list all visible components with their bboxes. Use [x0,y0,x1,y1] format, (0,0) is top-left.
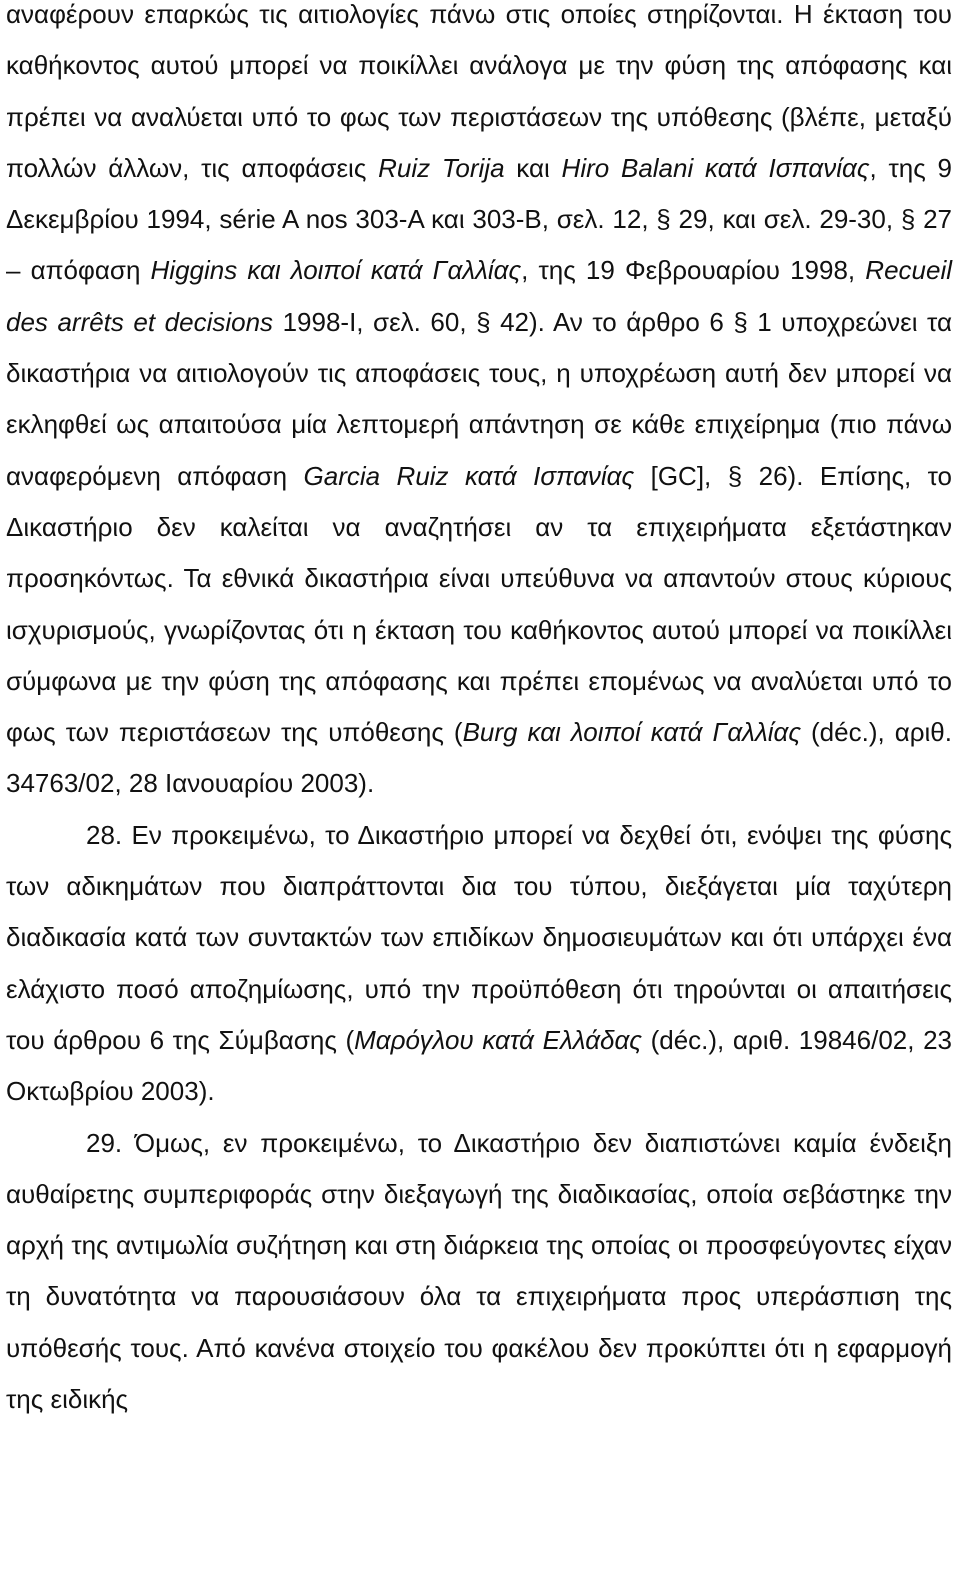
case-name: Ruiz Torija [378,152,505,183]
text-run: (déc.), αριθ. 34763/02, 28 Ιανουαρίου 2003). [6,717,952,799]
text-run: , της 19 Φεβρουαρίου 1998, [521,255,866,286]
text-run: 29. Όμως, εν προκειμένω, το Δικαστήριο δεν διαπιστώνει καμία ένδειξη αυθαίρετης συμπεριφοράς στην διεξαγωγή της διαδικασίας, οποία σεβάστηκε την αρχή της αντιμωλία συζήτηση και στη διάρκεια της οποίας οι προσφεύγοντες είχαν τη δυνατότητα να παρουσιάσουν όλα τα επιχειρήματα προς υπεράσπιση της υπόθεσής τους. Από κανένα στοιχείο του φακέλου δεν προκύπτει ότι η εφαρμογή της ειδικής [6,1127,952,1415]
publication-name: Recueil des arrêts et decisions [6,255,953,337]
case-name: Hiro Balani κατά Ισπανίας [561,152,870,183]
text-run: , της 9 Δεκεμβρίου 1994, série A nos 303-A και 303-B, σελ. 12, § 29, και σελ. 29-30, § 27 – απόφαση [6,152,952,286]
text-run: αναφέρουν επαρκώς τις αιτιολογίες πάνω στις οποίες στηρίζονται. Η έκταση του καθήκοντος αυτού μπορεί να ποικίλλει ανάλογα με την φύση της απόφασης και πρέπει να αναλύεται υπό το φως των περιστάσεων της υπόθεσης (βλέπε, μεταξύ πολλών άλλων, τις αποφάσεις [6,0,952,183]
case-name: Garcia Ruiz κατά Ισπανίας [303,460,635,491]
paragraph-29 [6,1118,952,1426]
text-run: [GC], § 26). Επίσης, το Δικαστήριο δεν καλείται να αναζητήσει αν τα επιχειρήματα εξετάστηκαν προσηκόντως. Τα εθνικά δικαστήρια είναι υπεύθυνα να απαντούν στους κύριους ισχυρισμούς, γνωρίζοντας ότι η έκταση του καθήκοντος αυτού μπορεί να ποικίλλει σύμφωνα με την φύση της απόφασης και πρέπει επομένως να αναλύεται υπό το φως των περιστάσεων της υπόθεσης ( [6,460,952,748]
text-run: (déc.), αριθ. 19846/02, 23 Οκτωβρίου 2003). [6,1024,953,1107]
case-name: Higgins και λοιποί κατά Γαλλίας [150,255,522,286]
text-run: 28. Εν προκειμένω, το Δικαστήριο μπορεί να δεχθεί ότι, ενόψει της φύσης των αδικημάτων που διαπράττονται δια του τύπου, διεξάγεται μία ταχύτερη διαδικασία κατά των συντακτών των επιδίκων δημοσιευμάτων και ότι υπάρχει ένα ελάχιστο ποσό αποζημίωσης, υπό την προϋπόθεση ότι τηρούνται οι απαιτήσεις του άρθρου 6 της Σύμβασης ( [6,819,952,1055]
case-name: Burg και λοιποί κατά Γαλλίας [462,717,801,748]
paragraph-28 [6,810,952,1118]
text-run: 1998-I, σελ. 60, § 42). Αν το άρθρο 6 § 1 υποχρεώνει τα δικαστήρια να αιτιολογούν τις αποφάσεις τους, η υποχρέωση αυτή δεν μπορεί να εκληφθεί ως απαιτούσα μία λεπτομερή απάντηση σε κάθε επιχείρημα (πιο πάνω αναφερόμενη απόφαση [6,306,952,491]
text-run: και [504,152,562,183]
case-name: Μαρόγλου κατά Ελλάδας [354,1024,642,1055]
paragraph-continuation [6,0,952,810]
document-body [6,0,952,1425]
